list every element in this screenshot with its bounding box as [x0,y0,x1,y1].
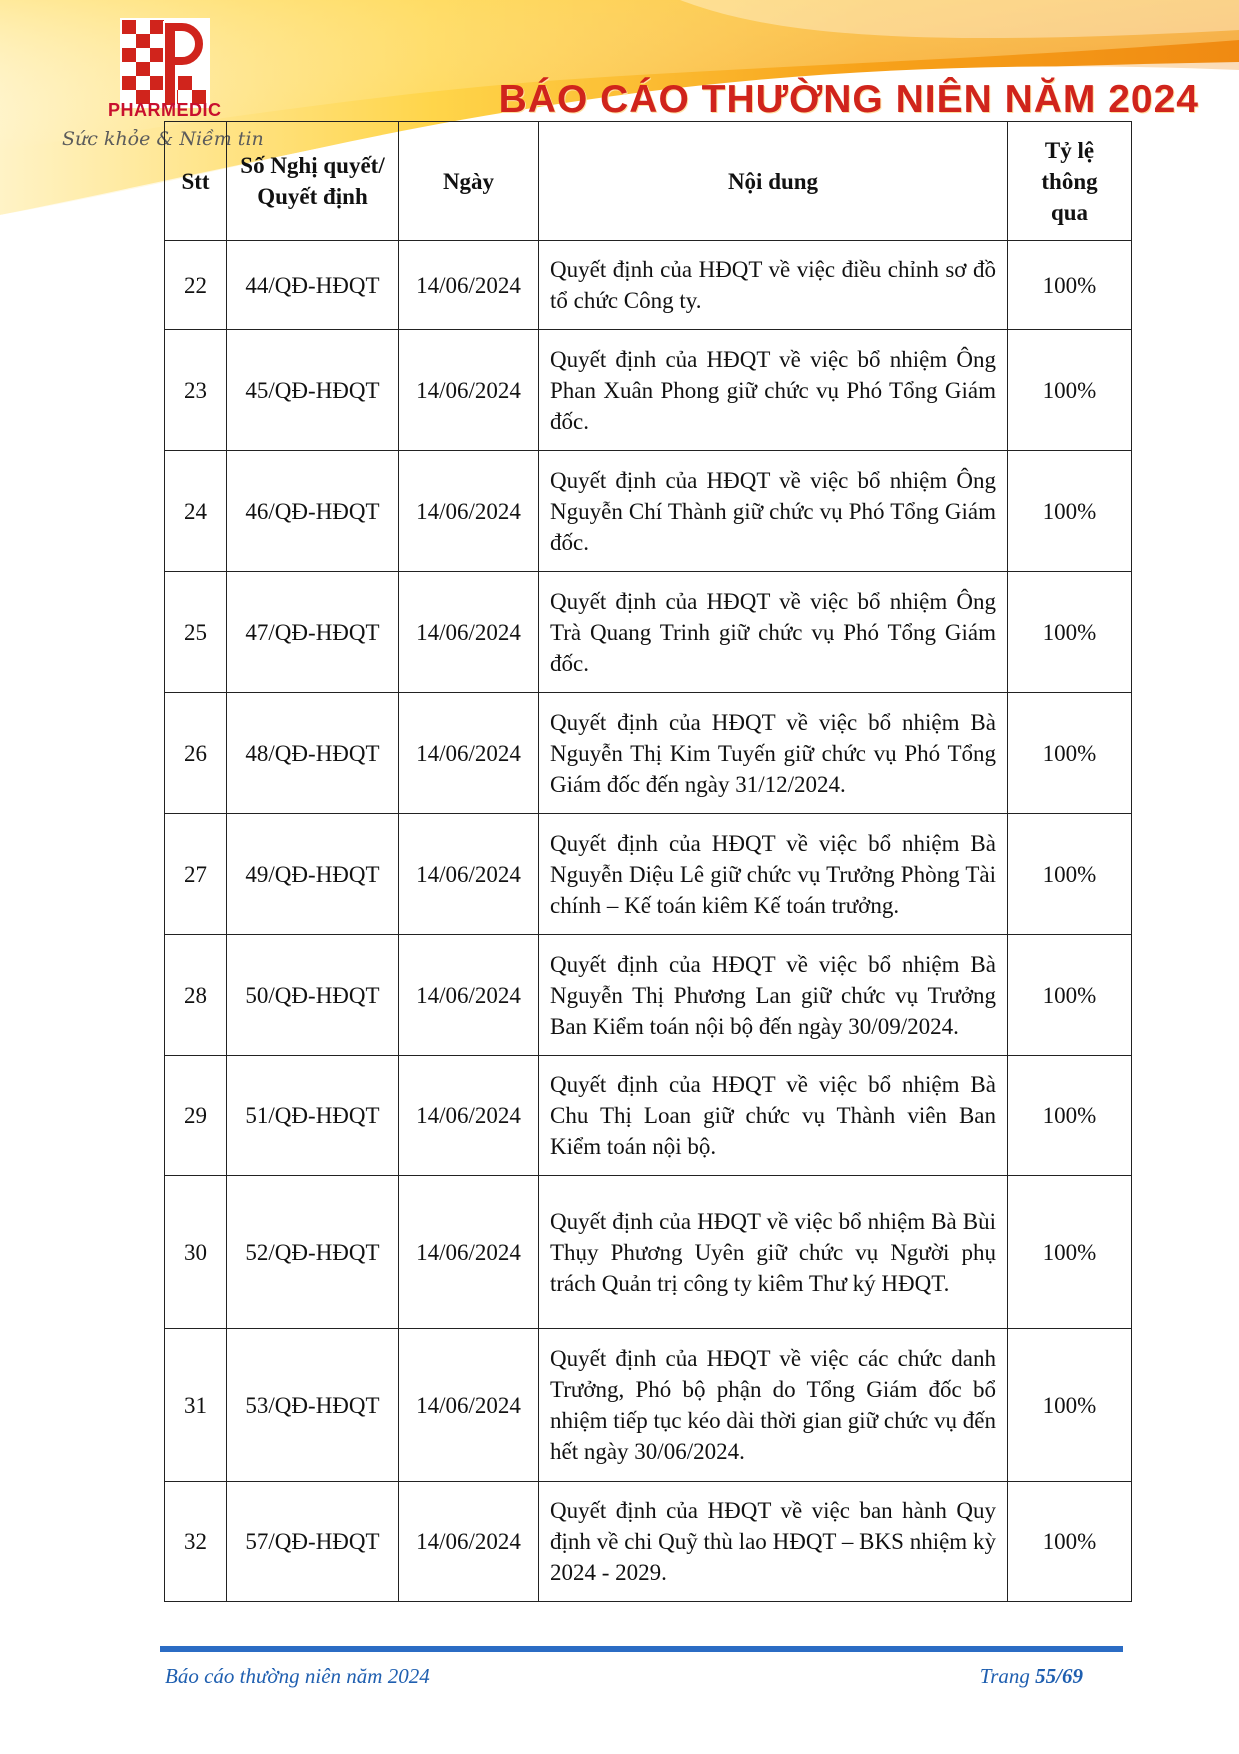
pharmedic-logo [120,18,210,108]
row-number: 57/QĐ-HĐQT [227,1482,399,1602]
row-date: 14/06/2024 [399,1482,539,1602]
table-row [165,1056,1132,1176]
row-content: Quyết định của HĐQT về việc ban hành Quy định về chi Quỹ thù lao HĐQT – BKS nhiệm kỳ 2024 - 2029. [539,1482,1008,1602]
row-number: 44/QĐ-HĐQT [227,241,399,330]
decisions-table [164,121,1132,1602]
row-date: 14/06/2024 [399,241,539,330]
row-date: 14/06/2024 [399,693,539,814]
row-stt: 28 [165,935,227,1056]
row-rate: 100% [1008,693,1132,814]
footer-page-number: 55/69 [1035,1664,1083,1688]
row-rate: 100% [1008,330,1132,451]
brand-slogan: Sức khỏe & Niềm tin [62,128,264,150]
footer-page-label: Trang [979,1664,1030,1688]
row-number: 48/QĐ-HĐQT [227,693,399,814]
footer-page [980,1664,1083,1689]
row-content: Quyết định của HĐQT về việc bổ nhiệm Bà Nguyễn Thị Phương Lan giữ chức vụ Trưởng Ban Kiểm toán nội bộ đến ngày 30/09/2024. [539,935,1008,1056]
row-date: 14/06/2024 [399,1176,539,1329]
table-header-row [165,122,1132,241]
header-date: Ngày [399,122,539,241]
row-date: 14/06/2024 [399,1329,539,1482]
row-content: Quyết định của HĐQT về việc bổ nhiệm Ông Nguyễn Chí Thành giữ chức vụ Phó Tổng Giám đốc. [539,451,1008,572]
row-stt: 25 [165,572,227,693]
row-stt: 23 [165,330,227,451]
row-stt: 29 [165,1056,227,1176]
row-content: Quyết định của HĐQT về việc điều chỉnh sơ đồ tổ chức Công ty. [539,241,1008,330]
header-rate: Tỷ lệ thông qua [1008,122,1132,241]
row-stt: 27 [165,814,227,935]
row-rate: 100% [1008,572,1132,693]
row-date: 14/06/2024 [399,572,539,693]
row-rate: 100% [1008,1329,1132,1482]
row-number: 46/QĐ-HĐQT [227,451,399,572]
row-rate: 100% [1008,1056,1132,1176]
row-stt: 30 [165,1176,227,1329]
row-number: 45/QĐ-HĐQT [227,330,399,451]
row-rate: 100% [1008,241,1132,330]
row-stt: 32 [165,1482,227,1602]
row-rate: 100% [1008,451,1132,572]
row-rate: 100% [1008,1176,1132,1329]
row-rate: 100% [1008,814,1132,935]
table-row [165,572,1132,693]
row-date: 14/06/2024 [399,451,539,572]
row-stt: 31 [165,1329,227,1482]
report-title: BÁO CÁO THƯỜNG NIÊN NĂM 2024 [498,78,1199,121]
row-content: Quyết định của HĐQT về việc bổ nhiệm Bà Bùi Thụy Phương Uyên giữ chức vụ Người phụ trách Quản trị công ty kiêm Thư ký HĐQT. [539,1176,1008,1329]
row-content: Quyết định của HĐQT về việc bổ nhiệm Ông Trà Quang Trinh giữ chức vụ Phó Tổng Giám đốc. [539,572,1008,693]
row-date: 14/06/2024 [399,330,539,451]
table-row [165,1482,1132,1602]
row-content: Quyết định của HĐQT về việc bổ nhiệm Bà Nguyễn Diệu Lê giữ chức vụ Trưởng Phòng Tài chính – Kế toán kiêm Kế toán trưởng. [539,814,1008,935]
header-number: Số Nghị quyết/ Quyết định [227,122,399,241]
header-content: Nội dung [539,122,1008,241]
brand-name: PHARMEDIC [108,100,222,120]
row-number: 52/QĐ-HĐQT [227,1176,399,1329]
row-number: 49/QĐ-HĐQT [227,814,399,935]
row-stt: 24 [165,451,227,572]
row-date: 14/06/2024 [399,1056,539,1176]
footer-divider [160,1646,1123,1652]
row-stt: 22 [165,241,227,330]
row-content: Quyết định của HĐQT về việc bổ nhiệm Bà Chu Thị Loan giữ chức vụ Thành viên Ban Kiểm toán nội bộ. [539,1056,1008,1176]
row-rate: 100% [1008,935,1132,1056]
table-row [165,1176,1132,1329]
header-stt: Stt [165,122,227,241]
row-number: 47/QĐ-HĐQT [227,572,399,693]
row-number: 53/QĐ-HĐQT [227,1329,399,1482]
row-rate: 100% [1008,1482,1132,1602]
row-date: 14/06/2024 [399,935,539,1056]
table-row [165,241,1132,330]
table-row [165,1329,1132,1482]
row-stt: 26 [165,693,227,814]
table-row [165,814,1132,935]
table-row [165,693,1132,814]
table-row [165,935,1132,1056]
row-content: Quyết định của HĐQT về việc bổ nhiệm Bà Nguyễn Thị Kim Tuyến giữ chức vụ Phó Tổng Giám đốc đến ngày 31/12/2024. [539,693,1008,814]
row-content: Quyết định của HĐQT về việc bổ nhiệm Ông Phan Xuân Phong giữ chức vụ Phó Tổng Giám đốc. [539,330,1008,451]
footer-report-name: Báo cáo thường niên năm 2024 [165,1664,430,1688]
row-content: Quyết định của HĐQT về việc các chức danh Trưởng, Phó bộ phận do Tổng Giám đốc bổ nhiệm tiếp tục kéo dài thời gian giữ chức vụ đến hết ngày 30/06/2024. [539,1329,1008,1482]
table-row [165,451,1132,572]
row-number: 51/QĐ-HĐQT [227,1056,399,1176]
row-number: 50/QĐ-HĐQT [227,935,399,1056]
table-row [165,330,1132,451]
row-date: 14/06/2024 [399,814,539,935]
